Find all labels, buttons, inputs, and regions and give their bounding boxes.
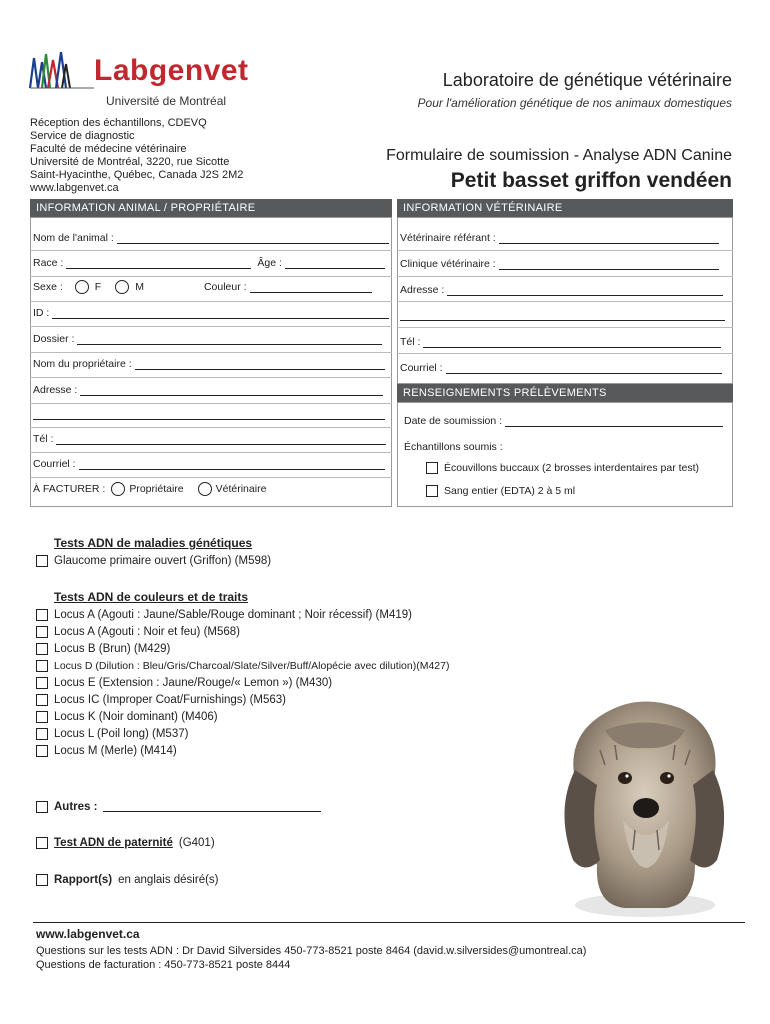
- test-item[interactable]: Glaucome primaire ouvert (Griffon) (M598): [36, 552, 271, 569]
- test-checkbox[interactable]: [36, 711, 48, 723]
- test-item[interactable]: Locus M (Merle) (M414): [36, 742, 449, 759]
- paternity-checkbox[interactable]: [36, 837, 48, 849]
- test-item[interactable]: Locus IC (Improper Coat/Furnishings) (M563): [36, 691, 449, 708]
- dna-chromatogram-icon: [28, 48, 98, 96]
- address-line: Université de Montréal, 3220, rue Sicotte: [30, 156, 230, 168]
- griffon-dog-photo: [545, 690, 745, 920]
- test-checkbox[interactable]: [36, 555, 48, 567]
- owner-phone-field[interactable]: Tél :: [33, 433, 386, 445]
- test-item[interactable]: Locus A (Agouti : Jaune/Sable/Rouge dominant ; Noir récessif) (M419): [36, 606, 449, 623]
- test-checkbox[interactable]: [36, 728, 48, 740]
- test-item[interactable]: Locus B (Brun) (M429): [36, 640, 449, 657]
- vet-address-line2[interactable]: [400, 310, 725, 321]
- referring-vet-field[interactable]: Vétérinaire référant :: [400, 232, 719, 244]
- test-checkbox[interactable]: [36, 745, 48, 757]
- address-line: Faculté de médecine vétérinaire: [30, 143, 187, 155]
- logo-subtitle: Université de Montréal: [106, 94, 227, 108]
- color-label: Couleur :: [203, 281, 247, 293]
- color-tests-heading: Tests ADN de couleurs et de traits: [54, 590, 249, 604]
- other-field[interactable]: [103, 801, 321, 812]
- color-field[interactable]: [250, 282, 372, 293]
- samples-heading: RENSEIGNEMENTS PRÉLÈVEMENTS: [397, 384, 733, 402]
- footer-website-link[interactable]: www.labgenvet.ca: [36, 927, 140, 941]
- form-title: Formulaire de soumission - Analyse ADN Canine: [386, 147, 732, 164]
- disease-tests-section: [36, 535, 271, 569]
- vet-phone-field[interactable]: Tél :: [400, 336, 721, 348]
- age-field[interactable]: [285, 258, 385, 269]
- sample-option-blood[interactable]: Sang entier (EDTA) 2 à 5 ml: [426, 485, 575, 497]
- owner-email-field[interactable]: Courriel :: [33, 458, 385, 470]
- lab-subtitle: Pour l'amélioration génétique de nos animaux domestiques: [417, 96, 732, 110]
- samples-submitted-label: Échantillons soumis :: [404, 441, 503, 453]
- test-checkbox[interactable]: [36, 660, 48, 672]
- bill-owner-radio[interactable]: [111, 482, 125, 496]
- test-item[interactable]: Locus A (Agouti : Noir et feu) (M568): [36, 623, 449, 640]
- race-field[interactable]: Race : Âge :: [33, 257, 385, 269]
- address-line: Saint-Hyacinthe, Québec, Canada J2S 2M2: [30, 169, 244, 181]
- vet-info-heading: INFORMATION VÉTÉRINAIRE: [397, 199, 733, 217]
- owner-address-line2[interactable]: [33, 409, 385, 420]
- blood-checkbox[interactable]: [426, 485, 438, 497]
- disease-tests-heading: Tests ADN de maladies génétiques: [54, 536, 253, 550]
- other-tests-row[interactable]: Autres :: [36, 798, 321, 815]
- bill-vet-radio[interactable]: [198, 482, 212, 496]
- address-line: Réception des échantillons, CDEVQ: [30, 117, 207, 129]
- owner-address-field[interactable]: Adresse :: [33, 384, 383, 396]
- sample-option-swabs[interactable]: Écouvillons buccaux (2 brosses interdentaires par test): [426, 462, 699, 474]
- labgenvet-logo: [28, 48, 258, 112]
- billing-row: À FACTURER : Propriétaire Vétérinaire: [33, 483, 267, 495]
- website-link[interactable]: www.labgenvet.ca: [30, 182, 119, 194]
- test-checkbox[interactable]: [36, 609, 48, 621]
- animal-name-field[interactable]: Nom de l'animal :: [33, 232, 389, 244]
- vet-address-field[interactable]: Adresse :: [400, 284, 723, 296]
- test-item[interactable]: Locus D (Dilution : Bleu/Gris/Charcoal/Slate/Silver/Buff/Alopécie avec dilution)(M427): [36, 657, 449, 674]
- address-line: Service de diagnostic: [30, 130, 135, 142]
- breed-title: Petit basset griffon vendéen: [450, 169, 732, 192]
- test-checkbox[interactable]: [36, 626, 48, 638]
- footer-tests-contact: Questions sur les tests ADN : Dr David Silversides 450-773-8521 poste 8464 (david.w.silversides@umontreal.ca): [36, 945, 587, 957]
- test-item[interactable]: Locus L (Poil long) (M537): [36, 725, 449, 742]
- submission-date-field[interactable]: Date de soumission :: [404, 415, 723, 427]
- file-field[interactable]: Dossier :: [33, 333, 382, 345]
- swabs-checkbox[interactable]: [426, 462, 438, 474]
- logo-name: Labgenvet: [94, 54, 249, 87]
- test-checkbox[interactable]: [36, 694, 48, 706]
- report-checkbox[interactable]: [36, 874, 48, 886]
- report-row[interactable]: Rapport(s) en anglais désiré(s): [36, 871, 219, 888]
- test-item[interactable]: Locus K (Noir dominant) (M406): [36, 708, 449, 725]
- test-checkbox[interactable]: [36, 643, 48, 655]
- sex-f-radio[interactable]: [75, 280, 89, 294]
- animal-owner-heading: INFORMATION ANIMAL / PROPRIÉTAIRE: [30, 199, 392, 217]
- lab-title: Laboratoire de génétique vétérinaire: [442, 70, 732, 90]
- footer-rule: [33, 922, 745, 923]
- other-checkbox[interactable]: [36, 801, 48, 813]
- owner-name-field[interactable]: Nom du propriétaire :: [33, 358, 385, 370]
- footer-billing-contact: Questions de facturation : 450-773-8521 poste 8444: [36, 959, 291, 971]
- paternity-test-row[interactable]: Test ADN de paternité (G401): [36, 834, 215, 851]
- sex-m-radio[interactable]: [115, 280, 129, 294]
- reception-address: [30, 117, 243, 195]
- vet-email-field[interactable]: Courriel :: [400, 362, 722, 374]
- color-tests-section: [36, 589, 449, 759]
- sex-row: Sexe : F M Couleur :: [33, 280, 372, 294]
- test-item[interactable]: Locus E (Extension : Jaune/Rouge/« Lemon ») (M430): [36, 674, 449, 691]
- footer: [36, 927, 586, 972]
- clinic-field[interactable]: Clinique vétérinaire :: [400, 258, 719, 270]
- test-checkbox[interactable]: [36, 677, 48, 689]
- id-field[interactable]: ID :: [33, 307, 389, 319]
- age-label: Âge :: [257, 257, 282, 269]
